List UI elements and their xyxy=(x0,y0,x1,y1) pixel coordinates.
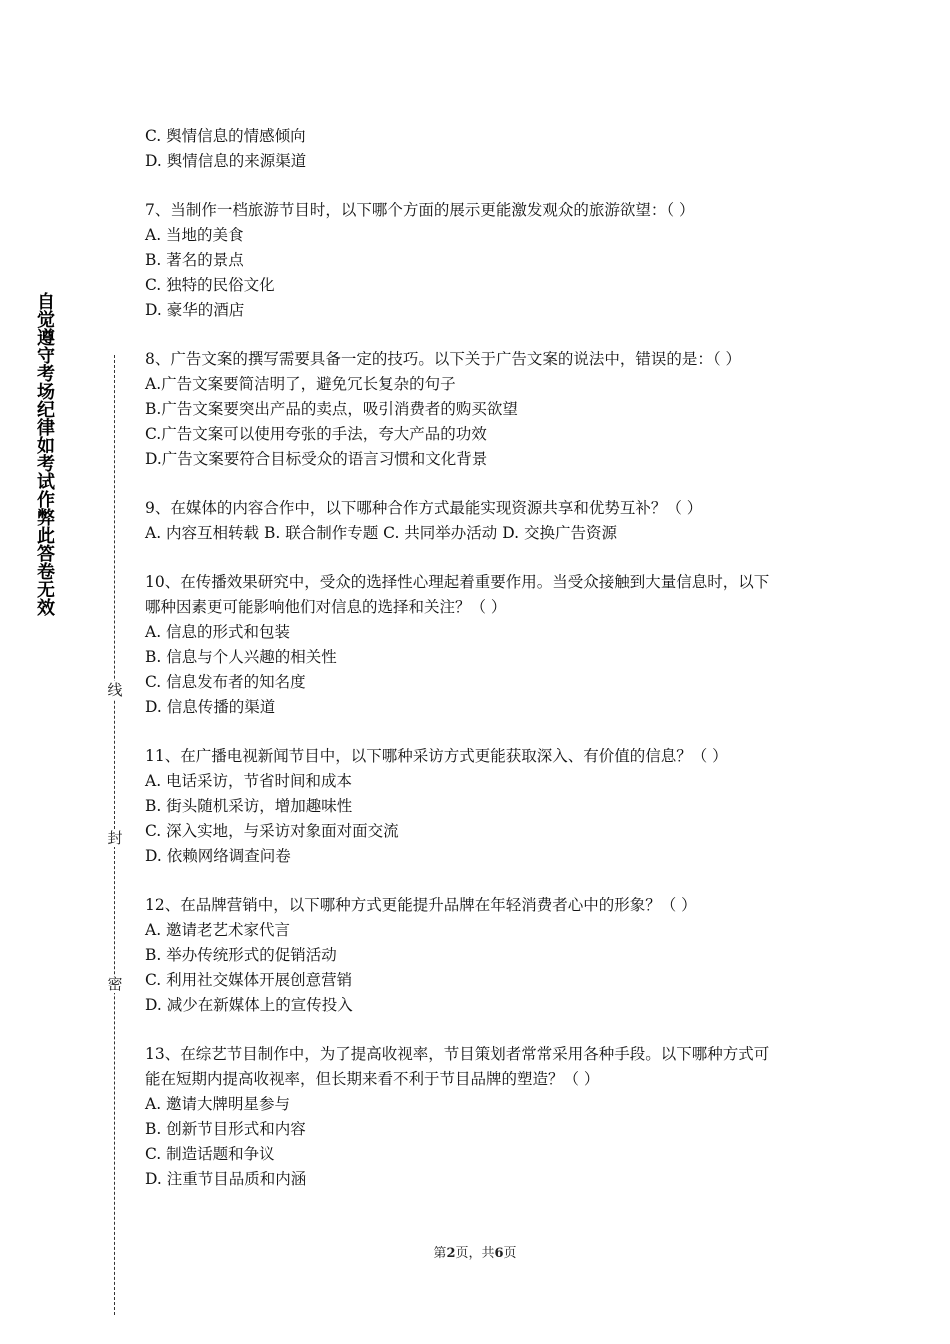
option-c: C.广告文案可以使用夸张的手法，夸大产品的功效 xyxy=(145,425,487,443)
question-8 xyxy=(145,347,825,472)
footer-middle: 页，共 xyxy=(455,1246,495,1261)
current-page-number: 2 xyxy=(446,1246,456,1261)
option-c: C. 独特的民俗文化 xyxy=(145,276,275,294)
option-d: D. 依赖网络调查问卷 xyxy=(145,847,291,865)
option-d: D. 舆情信息的来源渠道 xyxy=(145,152,307,170)
question-stem: 8、广告文案的撰写需要具备一定的技巧。以下关于广告文案的说法中，错误的是：（ ） xyxy=(145,350,742,368)
option-a: A. 电话采访，节省时间和成本 xyxy=(145,772,353,790)
question-stem-line-2: 哪种因素更可能影响他们对信息的选择和关注？（ ） xyxy=(145,598,507,616)
option-a: A. 邀请大牌明星参与 xyxy=(145,1095,291,1113)
question-13 xyxy=(145,1042,825,1192)
question-stem: 7、当制作一档旅游节目时，以下哪个方面的展示更能激发观众的旅游欲望：（ ） xyxy=(145,201,695,219)
option-a: A.广告文案要简洁明了，避免冗长复杂的句子 xyxy=(145,375,456,393)
footer-prefix: 第 xyxy=(433,1246,447,1261)
question-9 xyxy=(145,496,825,546)
option-b: B. 举办传统形式的促销活动 xyxy=(145,946,337,964)
option-c: C. 深入实地，与采访对象面对面交流 xyxy=(145,822,399,840)
option-b: B. 著名的景点 xyxy=(145,251,244,269)
option-a: A. 当地的美食 xyxy=(145,226,244,244)
binding-label-mi: 密 xyxy=(107,975,123,993)
option-b: B. 信息与个人兴趣的相关性 xyxy=(145,648,337,666)
binding-label-xian: 线 xyxy=(107,681,123,699)
option-c: C. 制造话题和争议 xyxy=(145,1145,275,1163)
option-a: A. 信息的形式和包装 xyxy=(145,623,291,641)
option-c: C. 舆情信息的情感倾向 xyxy=(145,127,306,145)
question-12 xyxy=(145,893,825,1018)
option-d: D. 减少在新媒体上的宣传投入 xyxy=(145,996,353,1014)
option-c: C. 信息发布者的知名度 xyxy=(145,673,306,691)
question-10 xyxy=(145,570,825,720)
option-a: A. 邀请老艺术家代言 xyxy=(145,921,291,939)
options-inline: A. 内容互相转载 B. 联合制作专题 C. 共同举办活动 D. 交换广告资源 xyxy=(145,524,617,542)
option-d: D. 信息传播的渠道 xyxy=(145,698,276,716)
binding-label-feng: 封 xyxy=(107,829,123,847)
question-stem: 11、在广播电视新闻节目中，以下哪种采访方式更能获取深入、有价值的信息？（ ） xyxy=(145,747,728,765)
question-stem-line-2: 能在短期内提高收视率，但长期来看不利于节目品牌的塑造？（ ） xyxy=(145,1070,600,1088)
question-11 xyxy=(145,744,825,869)
page-footer xyxy=(0,1244,950,1264)
option-d: D. 豪华的酒店 xyxy=(145,301,245,319)
question-7 xyxy=(145,198,825,323)
question-6-tail xyxy=(145,124,825,174)
question-stem: 12、在品牌营销中，以下哪种方式更能提升品牌在年轻消费者心中的形象？（ ） xyxy=(145,896,697,914)
footer-suffix: 页 xyxy=(503,1246,517,1261)
option-d: D.广告文案要符合目标受众的语言习惯和文化背景 xyxy=(145,450,488,468)
question-stem: 9、在媒体的内容合作中，以下哪种合作方式最能实现资源共享和优势互补？（ ） xyxy=(145,499,703,517)
question-stem-line-1: 10、在传播效果研究中，受众的选择性心理起着重要作用。当受众接触到大量信息时，以下 xyxy=(145,573,770,591)
option-c: C. 利用社交媒体开展创意营销 xyxy=(145,971,353,989)
total-page-number: 6 xyxy=(494,1246,504,1261)
option-b: B. 创新节目形式和内容 xyxy=(145,1120,306,1138)
option-b: B. 街头随机采访，增加趣味性 xyxy=(145,797,353,815)
option-b: B.广告文案要突出产品的卖点，吸引消费者的购买欲望 xyxy=(145,400,518,418)
question-stem-line-1: 13、在综艺节目制作中，为了提高收视率，节目策划者常常采用各种手段。以下哪种方式可 xyxy=(145,1045,770,1063)
option-d: D. 注重节目品质和内涵 xyxy=(145,1170,307,1188)
exam-discipline-notice: 自觉遵守考场纪律如考试作弊此答卷无效 xyxy=(34,292,55,616)
question-content xyxy=(145,124,825,1192)
